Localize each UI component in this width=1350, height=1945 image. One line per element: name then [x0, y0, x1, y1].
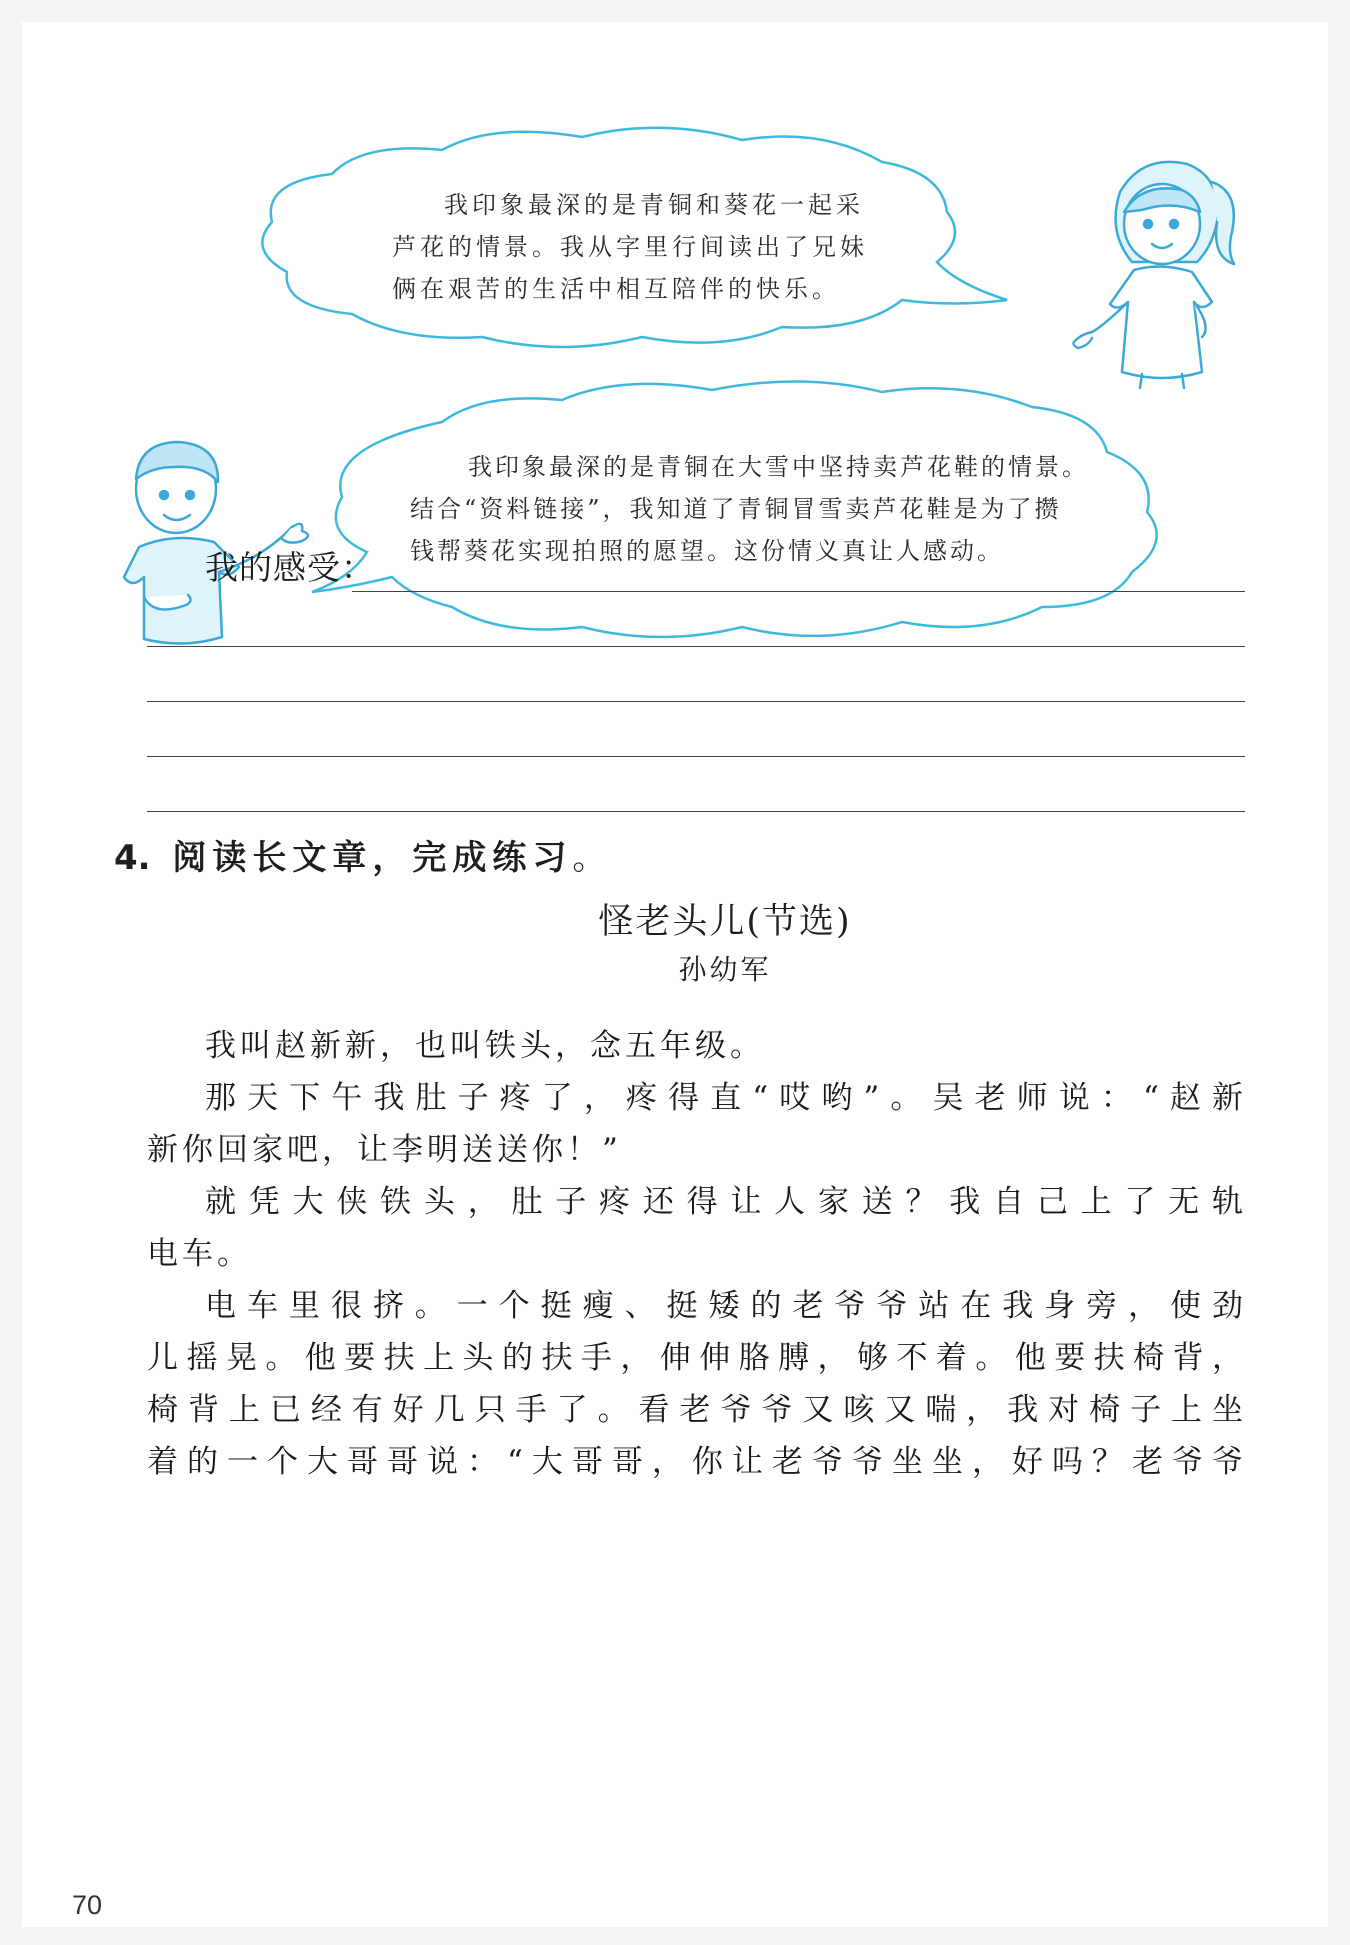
page-number: 70 [72, 1890, 103, 1920]
workbook-page [22, 22, 1328, 1927]
answer-line-1[interactable] [352, 591, 1245, 592]
section-instruction: 阅读长文章，完成练习 [172, 838, 573, 878]
girl-bubble-line-3: 俩在艰苦的生活中相互陪伴的快乐。 [392, 275, 840, 303]
girl-illustration [1062, 152, 1242, 392]
feeling-label: 我的感受： [205, 548, 375, 587]
boy-bubble-line-3: 钱帮葵花实现拍照的愿望。这份情义真让人感动。 [410, 537, 1004, 565]
answer-line-2[interactable] [147, 646, 1245, 647]
girl-bubble-line-2: 芦花的情景。我从字里行间读出了兄妹 [392, 233, 868, 261]
article-line-6: 电车里很挤。一个挺瘦、挺矮的老爷爷站在我身旁，使劲 [205, 1288, 1245, 1324]
article-line-8: 椅背上已经有好几只手了。看老爷爷又咳又喘，我对椅子上坐 [147, 1392, 1245, 1428]
answer-line-3[interactable] [147, 701, 1245, 702]
girl-bubble-text [392, 184, 952, 310]
article-line-5: 电车。 [147, 1236, 252, 1272]
boy-bubble-line-1: 我印象最深的是青铜在大雪中坚持卖芦花鞋的情景。 [468, 453, 1089, 481]
article-line-3: 新你回家吧，让李明送送你！” [147, 1132, 622, 1168]
article-author: 孙幼军 [678, 953, 772, 986]
boy-bubble-line-2: 结合“资料链接”，我知道了青铜冒雪卖芦花鞋是为了攒 [410, 495, 1062, 523]
article-line-1: 我叫赵新新，也叫铁头，念五年级。 [205, 1028, 765, 1064]
section-number: 4. [114, 838, 151, 878]
article-line-4: 就凭大侠铁头，肚子疼还得让人家送？我自己上了无轨 [205, 1184, 1245, 1220]
answer-line-4[interactable] [147, 756, 1245, 757]
answer-line-5[interactable] [147, 811, 1245, 812]
boy-bubble-text [410, 446, 1130, 572]
article-line-9: 着的一个大哥哥说：“大哥哥，你让老爷爷坐坐，好吗？老爷爷 [147, 1444, 1245, 1480]
girl-bubble-line-1: 我印象最深的是青铜和葵花一起采 [444, 191, 864, 219]
section-instruction-end: 。 [572, 838, 607, 878]
article-line-2: 那天下午我肚子疼了，疼得直“哎哟”。吴老师说：“赵新 [205, 1080, 1245, 1116]
article-line-7: 儿摇晃。他要扶上头的扶手，伸伸胳膊，够不着。他要扶椅背， [147, 1340, 1245, 1376]
section-heading [114, 830, 606, 879]
article-title: 怪老头儿(节选) [598, 902, 852, 942]
